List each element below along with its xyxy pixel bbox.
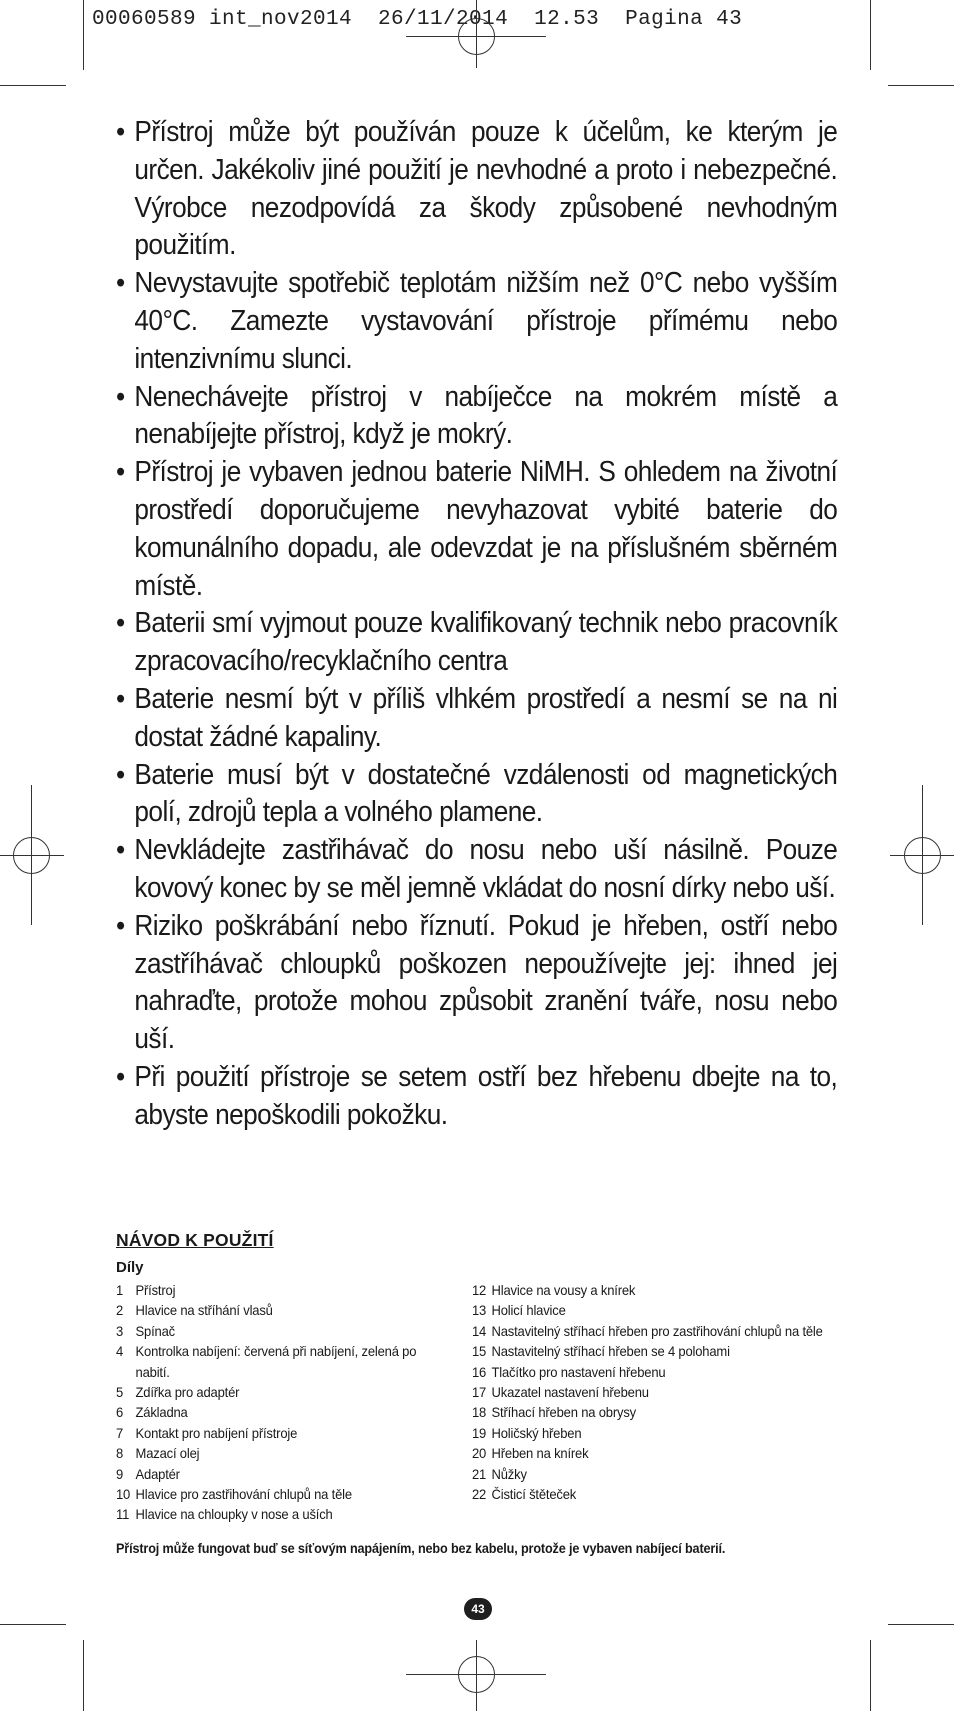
part-number: 16 [472, 1363, 487, 1380]
part-number: 4 [116, 1343, 124, 1360]
part-number: 21 [472, 1465, 487, 1482]
part-number: 1 [116, 1282, 124, 1298]
parts-list-item [116, 1402, 423, 1422]
parts-list-item [472, 1423, 825, 1443]
parts-list-item [116, 1504, 423, 1524]
part-label: Hlavice na vousy a knírek [491, 1282, 636, 1298]
part-label: Kontrolka nabíjení: červená při nabíjení, zelená po nabití. [135, 1343, 417, 1380]
part-number: 17 [472, 1384, 487, 1401]
part-number: 15 [472, 1343, 487, 1360]
part-label: Mazací olej [135, 1445, 200, 1462]
part-number: 13 [472, 1302, 487, 1319]
part-label: Ukazatel nastavení hřebenu [491, 1384, 649, 1401]
parts-list-item [472, 1382, 825, 1402]
part-label: Přístroj [135, 1282, 176, 1298]
bullet-item: • Nevkládejte zastřihávač do nosu nebo uší násilně. Pouze kovový konec by se měl jemně vkládat do nosní dírky nebo uší. [116, 832, 837, 908]
parts-list-item [116, 1464, 423, 1484]
part-number: 11 [116, 1506, 130, 1523]
part-number: 20 [472, 1445, 487, 1462]
parts-list-item [472, 1484, 825, 1504]
bullet-item: • Nenechávejte přístroj v nabíječce na mokrém místě a nenabíjejte přístroj, když je mokrý. [116, 379, 837, 455]
part-number: 5 [116, 1384, 124, 1401]
parts-list-item [116, 1443, 423, 1463]
bullet-item: • Nevystavujte spotřebič teplotám nižším než 0°C nebo vyšším 40°C. Zamezte vystavování přístroje přímému nebo intenzivnímu slunci. [116, 265, 837, 378]
part-label: Holičský hřeben [491, 1424, 582, 1441]
parts-list-item [472, 1321, 825, 1341]
bullet-item: • Riziko poškrábání nebo říznutí. Pokud je hřeben, ostří nebo zastříhávač chloupků poškozen nepoužívejte jej: ihned jej nahraďte, protože mohou způsobit zranění tváře, nosu nebo uší. [116, 908, 837, 1059]
registration-mark-right [890, 785, 954, 925]
page-number-badge: 43 [464, 1598, 492, 1620]
power-note: Přístroj může fungovat buď se síťovým napájením, nebo bez kabelu, protože je vybaven nabíjecí baterií. [116, 1541, 726, 1556]
parts-list-item [116, 1280, 423, 1300]
parts-list-item [472, 1443, 825, 1463]
parts-list-item [472, 1341, 825, 1361]
part-number: 2 [116, 1302, 124, 1319]
part-label: Nůžky [491, 1465, 527, 1482]
parts-list-item [116, 1341, 423, 1382]
part-number: 14 [472, 1322, 487, 1339]
part-label: Nastavitelný stříhací hřeben pro zastřihování chlupů na těle [491, 1322, 823, 1339]
parts-list-item [472, 1402, 825, 1422]
part-number: 9 [116, 1465, 124, 1482]
part-number: 3 [116, 1322, 124, 1339]
parts-list-item [116, 1423, 423, 1443]
part-label: Nastavitelný stříhací hřeben se 4 polohami [491, 1343, 730, 1360]
parts-list-item [116, 1300, 423, 1320]
part-number: 8 [116, 1445, 124, 1462]
safety-bullet-list [116, 114, 838, 1135]
parts-list-item [116, 1382, 423, 1402]
part-number: 12 [472, 1282, 487, 1298]
part-label: Čisticí štěteček [491, 1486, 577, 1503]
registration-mark-left [0, 785, 64, 925]
part-label: Tlačítko pro nastavení hřebenu [491, 1363, 666, 1380]
part-label: Spínač [135, 1322, 175, 1339]
parts-list-item [472, 1280, 825, 1300]
bullet-item: • Přístroj je vybaven jednou baterie NiMH. S ohledem na životní prostředí doporučujeme nevyhazovat vybité baterie do komunálního dopadu, ale odevzdat je na příslušném sběrném místě. [116, 454, 837, 605]
part-label: Hlavice na chloupky v nose a uších [135, 1506, 333, 1523]
parts-list-column-2 [472, 1280, 852, 1504]
part-number: 7 [116, 1424, 124, 1441]
part-label: Hlavice na stříhání vlasů [135, 1302, 273, 1319]
print-slug-line: 00060589 int_nov2014 26/11/2014 12.53 Pagina 43 [92, 8, 743, 31]
parts-list-item [116, 1484, 423, 1504]
parts-list-column-1 [116, 1280, 446, 1525]
part-label: Holicí hlavice [491, 1302, 566, 1319]
part-number: 10 [116, 1486, 131, 1503]
part-label: Zdířka pro adaptér [135, 1384, 240, 1401]
registration-mark-bottom [406, 1640, 546, 1711]
parts-list-item [116, 1321, 423, 1341]
parts-heading: Díly [116, 1259, 144, 1276]
part-label: Stříhací hřeben na obrysy [491, 1404, 636, 1421]
section-title: NÁVOD K POUŽITÍ [116, 1230, 274, 1250]
parts-list-item [472, 1464, 825, 1484]
part-label: Základna [135, 1404, 188, 1421]
part-label: Hřeben na knírek [491, 1445, 589, 1462]
part-number: 18 [472, 1404, 487, 1421]
part-label: Kontakt pro nabíjení přístroje [135, 1424, 298, 1441]
bullet-item: • Baterii smí vyjmout pouze kvalifikovaný technik nebo pracovník zpracovacího/recyklačního centra [116, 605, 837, 681]
part-number: 6 [116, 1404, 124, 1421]
bullet-item: • Baterie musí být v dostatečné vzdálenosti od magnetických polí, zdrojů tepla a volného plamene. [116, 757, 837, 833]
part-label: Hlavice pro zastřihování chlupů na těle [135, 1486, 352, 1503]
part-number: 19 [472, 1424, 487, 1441]
bullet-item: • Při použití přístroje se setem ostří bez hřebenu dbejte na to, abyste nepoškodili pokožku. [116, 1059, 837, 1135]
registration-mark-top [406, 0, 546, 68]
part-label: Adaptér [135, 1465, 180, 1482]
part-number: 22 [472, 1486, 487, 1503]
parts-list-item [472, 1362, 825, 1382]
bullet-item: • Baterie nesmí být v příliš vlhkém prostředí a nesmí se na ni dostat žádné kapaliny. [116, 681, 837, 757]
bullet-item: • Přístroj může být používán pouze k účelům, ke kterým je určen. Jakékoliv jiné použití je nevhodné a proto i nebezpečné. Výrobce nezodpovídá za škody způsobené nevhodným použitím. [116, 114, 837, 265]
parts-list-item [472, 1300, 825, 1320]
